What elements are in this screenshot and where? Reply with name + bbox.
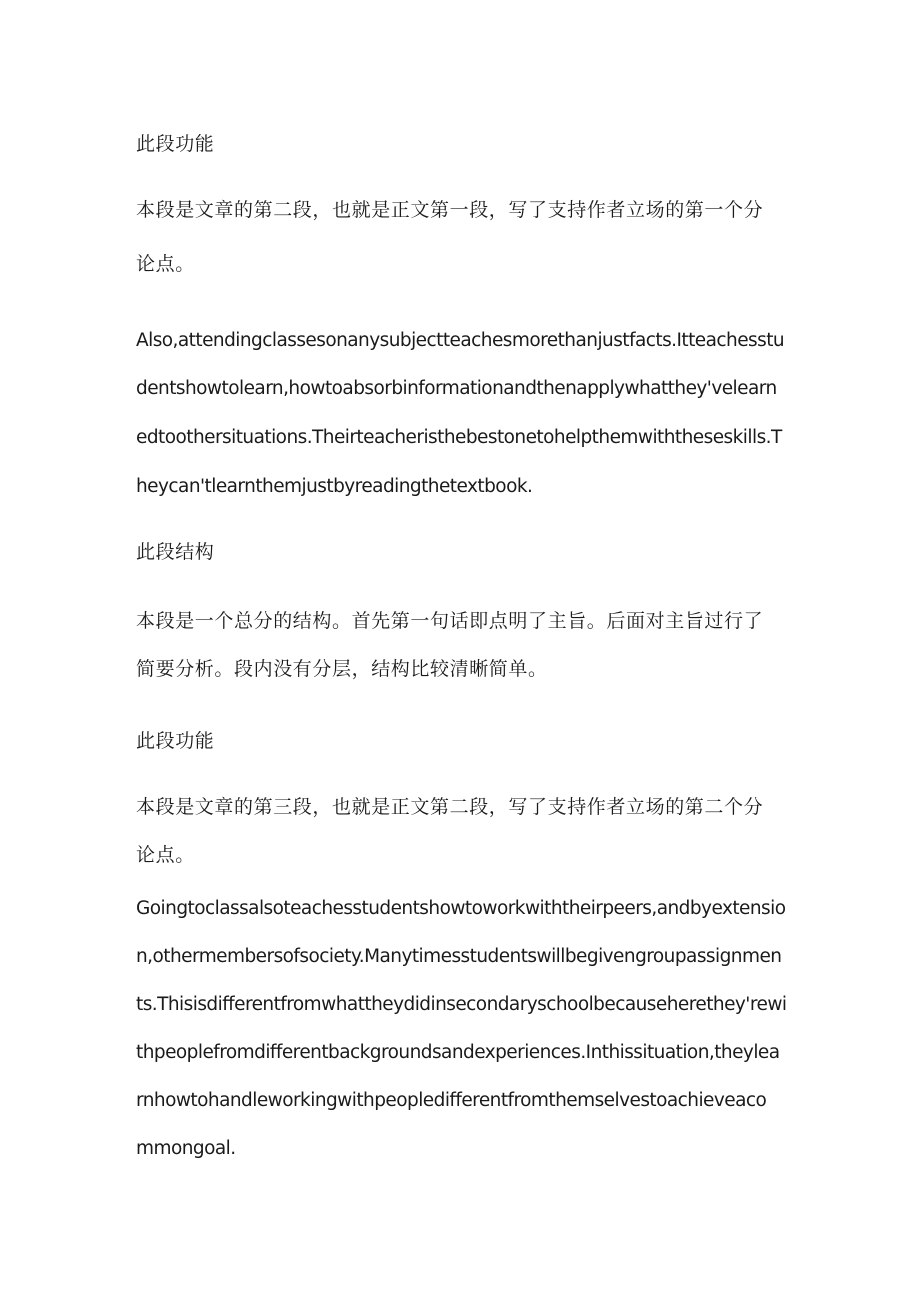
paragraph-line: 本段是文章的第三段，也就是正文第二段，写了支持作者立场的第二个分 bbox=[136, 796, 764, 818]
paragraph-line: heycan'tlearnthemjustbyreadingthetextbook. bbox=[136, 476, 533, 497]
paragraph-line: 本段是一个总分的结构。首先第一句话即点明了主旨。后面对主旨过行了 bbox=[136, 610, 764, 632]
section-heading-function: 此段功能 bbox=[136, 730, 215, 752]
paragraph-line: mmongoal. bbox=[136, 1138, 236, 1159]
paragraph-line: edtoothersituations.Theirteacheristhebestonetohelpthemwiththeseskills.T bbox=[136, 427, 782, 448]
paragraph-line: Also,attendingclassesonanysubjectteachesmorethanjustfacts.Itteachesstu bbox=[136, 330, 785, 351]
paragraph-line: thpeoplefromdifferentbackgroundsandexperiences.Inthissituation,theylea bbox=[136, 1042, 780, 1063]
paragraph-line: rnhowtohandleworkingwithpeopledifferentfromthemselvestoachieveaco bbox=[136, 1090, 767, 1111]
section-heading-function: 此段功能 bbox=[136, 133, 215, 155]
paragraph-line: dentshowtolearn,howtoabsorbinformationandthenapplywhatthey'velearn bbox=[136, 378, 777, 399]
paragraph-line: Goingtoclassalsoteachesstudentshowtoworkwiththeirpeers,andbyextensio bbox=[136, 898, 786, 919]
paragraph-line: ts.Thisisdifferentfromwhattheydidinsecondaryschoolbecauseherethey'rewi bbox=[136, 994, 787, 1015]
paragraph-line: n,othermembersofsociety.Manytimesstudentswillbegivengroupassignmen bbox=[136, 946, 782, 967]
paragraph-line: 论点。 bbox=[136, 253, 195, 275]
paragraph-line: 简要分析。段内没有分层，结构比较清晰简单。 bbox=[136, 658, 548, 680]
paragraph-line: 论点。 bbox=[136, 844, 195, 866]
paragraph-line: 本段是文章的第二段，也就是正文第一段，写了支持作者立场的第一个分 bbox=[136, 199, 764, 221]
section-heading-structure: 此段结构 bbox=[136, 541, 215, 563]
